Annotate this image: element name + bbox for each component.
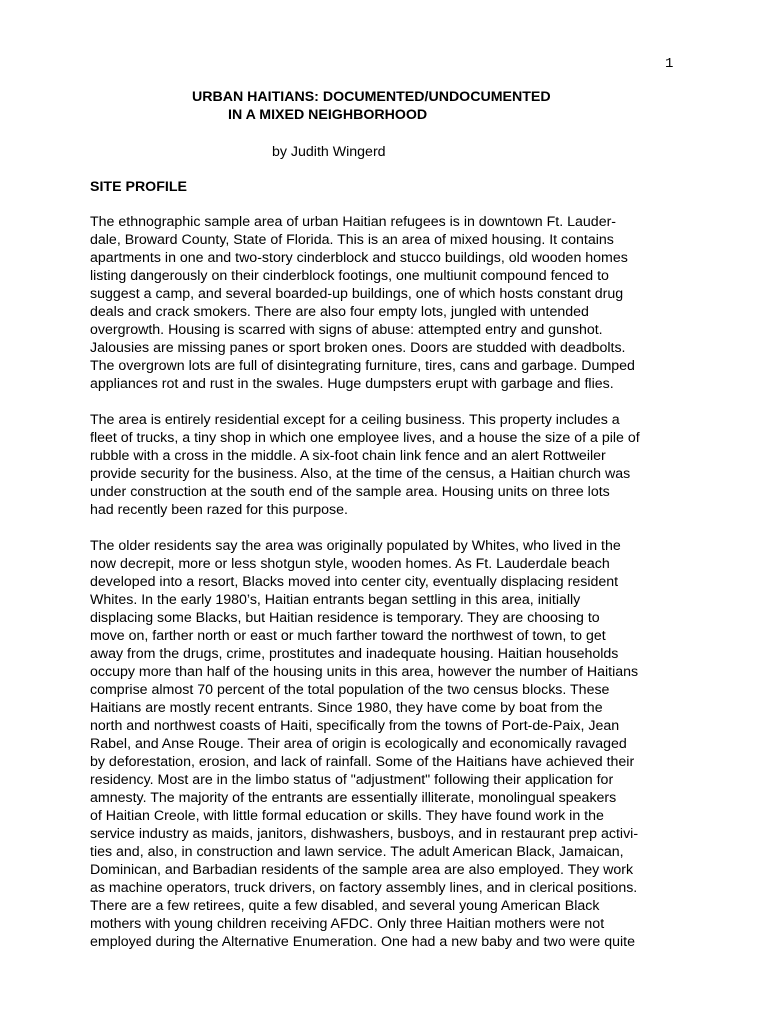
paragraph-line: had recently been razed for this purpose. xyxy=(90,502,348,518)
paragraph-line: dale, Broward County, State of Florida. This is an area of mixed housing. It contains xyxy=(90,232,614,248)
paragraph-line: service industry as maids, janitors, dishwashers, busboys, and in restaurant prep activi- xyxy=(90,826,639,842)
body-text xyxy=(90,213,690,969)
title-line-1: URBAN HAITIANS: DOCUMENTED/UNDOCUMENTED xyxy=(192,89,551,105)
paragraph-line: deals and crack smokers. There are also four empty lots, jungled with untended xyxy=(90,304,589,320)
paragraph-line: The area is entirely residential except for a ceiling business. This property includes a xyxy=(90,412,620,428)
paragraph-line: as machine operators, truck drivers, on factory assembly lines, and in clerical positions. xyxy=(90,880,638,896)
paragraph-line: occupy more than half of the housing units in this area, however the number of Haitians xyxy=(90,664,639,680)
paragraph-line: ties and, also, in construction and lawn service. The adult American Black, Jamaican, xyxy=(90,844,624,860)
paragraph-line: Rabel, and Anse Rouge. Their area of origin is ecologically and economically ravaged xyxy=(90,736,627,752)
paragraph-line: fleet of trucks, a tiny shop in which one employee lives, and a house the size of a pile of xyxy=(90,430,640,446)
paragraph-line: now decrepit, more or less shotgun style, wooden homes. As Ft. Lauderdale beach xyxy=(90,556,610,572)
paragraph-line: The overgrown lots are full of disintegrating furniture, tires, cans and garbage. Dumped xyxy=(90,358,635,374)
paragraph-line: The ethnographic sample area of urban Haitian refugees is in downtown Ft. Lauder- xyxy=(90,214,617,230)
paragraph-line: employed during the Alternative Enumeration. One had a new baby and two were quite xyxy=(90,934,635,950)
paragraph-line: away from the drugs, crime, prostitutes and inadequate housing. Haitian households xyxy=(90,646,619,662)
paragraph-line: rubble with a cross in the middle. A six-foot chain link fence and an alert Rottweiler xyxy=(90,448,606,464)
paragraph-line: suggest a camp, and several boarded-up buildings, one of which hosts constant drug xyxy=(90,286,624,302)
paragraph-line: Dominican, and Barbadian residents of the sample area are also employed. They work xyxy=(90,862,634,878)
section-heading: SITE PROFILE xyxy=(90,179,187,195)
paragraph-line: amnesty. The majority of the entrants are essentially illiterate, monolingual speakers xyxy=(90,790,617,806)
paragraph-line: under construction at the south end of the sample area. Housing units on three lots xyxy=(90,484,610,500)
paragraph xyxy=(90,213,690,393)
paragraph-line: by deforestation, erosion, and lack of rainfall. Some of the Haitians have achieved their xyxy=(90,754,635,770)
title-line-2: IN A MIXED NEIGHBORHOOD xyxy=(228,107,428,123)
paragraph-line: displacing some Blacks, but Haitian residence is temporary. They are choosing to xyxy=(90,610,600,626)
paragraph-line: apartments in one and two-story cinderblock and stucco buildings, old wooden homes xyxy=(90,250,628,266)
paragraph xyxy=(90,411,690,519)
paragraph-line: Jalousies are missing panes or sport broken ones. Doors are studded with deadbolts. xyxy=(90,340,626,356)
paragraph-line: north and northwest coasts of Haiti, specifically from the towns of Port-de-Paix, Jean xyxy=(90,718,620,734)
paragraph-line: move on, farther north or east or much farther toward the northwest of town, to get xyxy=(90,628,606,644)
paragraph-line: The older residents say the area was originally populated by Whites, who lived in the xyxy=(90,538,621,554)
paragraph-line: appliances rot and rust in the swales. Huge dumpsters erupt with garbage and flies. xyxy=(90,376,614,392)
paragraph-line: listing dangerously on their cinderblock footings, one multiunit compound fenced to xyxy=(90,268,609,284)
author-byline: by Judith Wingerd xyxy=(272,144,386,160)
paragraph-line: Haitians are mostly recent entrants. Since 1980, they have come by boat from the xyxy=(90,700,603,716)
paragraph-line: developed into a resort, Blacks moved into center city, eventually displacing resident xyxy=(90,574,619,590)
paragraph-line: comprise almost 70 percent of the total population of the two census blocks. These xyxy=(90,682,610,698)
paragraph-line: provide security for the business. Also, at the time of the census, a Haitian church was xyxy=(90,466,631,482)
paragraph-line: There are a few retirees, quite a few disabled, and several young American Black xyxy=(90,898,600,914)
paragraph xyxy=(90,537,690,951)
paragraph-line: of Haitian Creole, with little formal education or skills. They have found work in the xyxy=(90,808,604,824)
paragraph-line: overgrowth. Housing is scarred with signs of abuse: attempted entry and gunshot. xyxy=(90,322,603,338)
page-number: 1 xyxy=(665,56,674,72)
paragraph-line: residency. Most are in the limbo status of "adjustment" following their application for xyxy=(90,772,614,788)
paragraph-line: Whites. In the early 1980’s, Haitian entrants began settling in this area, initially xyxy=(90,592,581,608)
paragraph-line: mothers with young children receiving AFDC. Only three Haitian mothers were not xyxy=(90,916,605,932)
